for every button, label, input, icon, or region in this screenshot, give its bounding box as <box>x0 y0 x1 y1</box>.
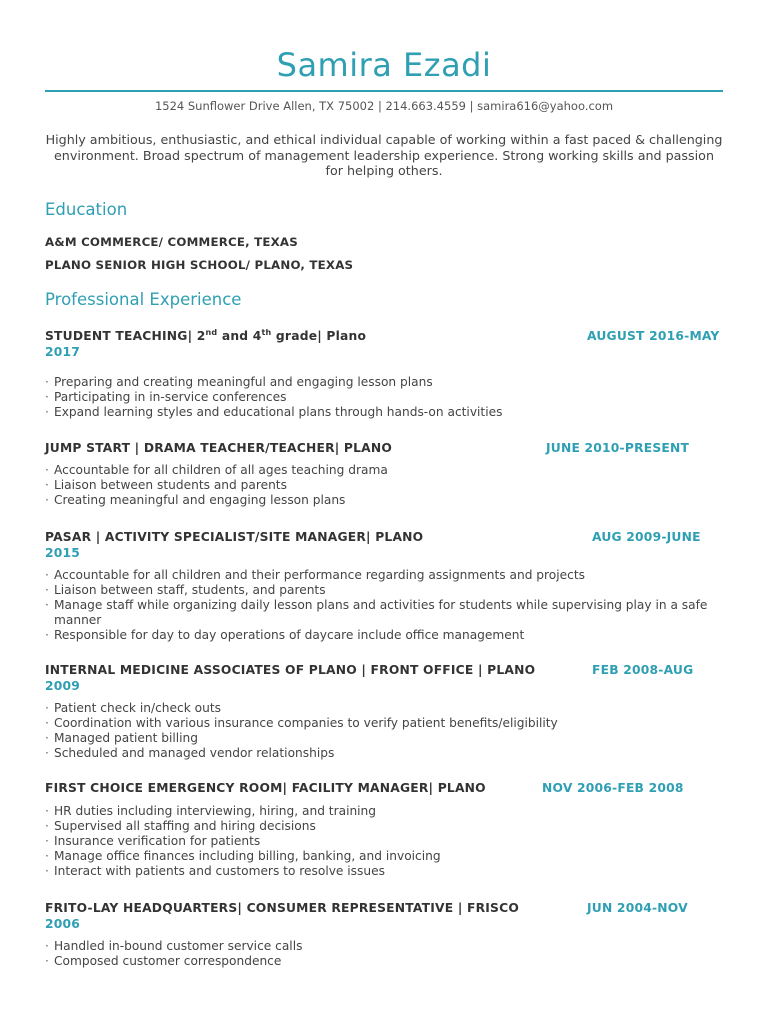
list-item: · Coordination with various insurance companies to verify patient benefits/eligibility <box>45 716 723 731</box>
job-header <box>45 901 723 932</box>
education-heading: Education <box>45 200 128 219</box>
job-title: FIRST CHOICE EMERGENCY ROOM| FACILITY MANAGER| PLANO <box>45 781 486 795</box>
job-header <box>45 329 723 360</box>
list-item: · Accountable for all children of all ages teaching drama <box>45 463 723 478</box>
job-header <box>45 663 723 694</box>
job-date-continued: 2017 <box>45 344 81 359</box>
list-item: · Accountable for all children and their performance regarding assignments and projects <box>45 568 723 583</box>
list-item: · Manage office finances including billing, banking, and invoicing <box>45 849 723 864</box>
job-duties <box>45 568 723 643</box>
job-date: AUG 2009-JUNE <box>592 530 701 544</box>
list-item: · Responsible for day to day operations of daycare include office management <box>45 628 723 643</box>
header-divider <box>45 90 723 92</box>
job-duties <box>45 804 723 879</box>
profile-summary: Highly ambitious, enthusiastic, and ethical individual capable of working within a fast paced & challenging environment. Broad spectrum of management leadership experience. Strong working skills and passion for helping others. <box>45 132 723 178</box>
list-item: · Scheduled and managed vendor relationships <box>45 746 723 761</box>
job-title: JUMP START | DRAMA TEACHER/TEACHER| PLANO <box>45 441 393 455</box>
job-header <box>45 530 723 561</box>
job-title: INTERNAL MEDICINE ASSOCIATES OF PLANO | FRONT OFFICE | PLANO <box>45 663 536 677</box>
job-date: JUN 2004-NOV <box>587 901 688 915</box>
job-date-continued: 2006 <box>45 916 81 931</box>
job-date-continued: 2009 <box>45 678 81 693</box>
list-item: · Composed customer correspondence <box>45 954 723 969</box>
job-duties <box>45 939 723 969</box>
contact-line: 1524 Sunflower Drive Allen, TX 75002 | 214.663.4559 | samira616@yahoo.com <box>154 99 614 113</box>
job-duties <box>45 463 723 508</box>
list-item: · Liaison between staff, students, and parents <box>45 583 723 598</box>
list-item: · Expand learning styles and educational plans through hands-on activities <box>45 405 723 420</box>
list-item: · Preparing and creating meaningful and engaging lesson plans <box>45 375 723 390</box>
list-item: · Participating in in-service conferences <box>45 390 723 405</box>
job-header <box>45 781 723 797</box>
list-item: · HR duties including interviewing, hiring, and training <box>45 804 723 819</box>
job-date: AUGUST 2016-MAY <box>587 329 720 343</box>
job-date: NOV 2006-FEB 2008 <box>542 781 684 795</box>
job-date: JUNE 2010-PRESENT <box>546 441 690 455</box>
list-item: · Supervised all staffing and hiring decisions <box>45 819 723 834</box>
education-item: A&M COMMERCE/ COMMERCE, TEXAS <box>45 235 298 249</box>
job-duties <box>45 375 723 420</box>
list-item: · Interact with patients and customers to resolve issues <box>45 864 723 879</box>
education-item: PLANO SENIOR HIGH SCHOOL/ PLANO, TEXAS <box>45 258 354 272</box>
job-title: PASAR | ACTIVITY SPECIALIST/SITE MANAGER| PLANO <box>45 530 424 544</box>
list-item: · Manage staff while organizing daily lesson plans and activities for students while supervising play in a safe manner <box>45 598 723 628</box>
job-title: FRITO-LAY HEADQUARTERS| CONSUMER REPRESENTATIVE | FRISCO <box>45 901 519 915</box>
list-item: · Patient check in/check outs <box>45 701 723 716</box>
experience-heading: Professional Experience <box>45 290 242 309</box>
job-duties <box>45 701 723 761</box>
list-item: · Creating meaningful and engaging lesson plans <box>45 493 723 508</box>
candidate-name: Samira Ezadi <box>276 46 492 84</box>
list-item: · Handled in-bound customer service calls <box>45 939 723 954</box>
job-date-continued: 2015 <box>45 545 81 560</box>
job-date: FEB 2008-AUG <box>592 663 694 677</box>
list-item: · Insurance verification for patients <box>45 834 723 849</box>
list-item: · Liaison between students and parents <box>45 478 723 493</box>
job-header <box>45 441 723 457</box>
job-title: STUDENT TEACHING| 2nd and 4th grade| Plano <box>45 327 367 343</box>
list-item: · Managed patient billing <box>45 731 723 746</box>
